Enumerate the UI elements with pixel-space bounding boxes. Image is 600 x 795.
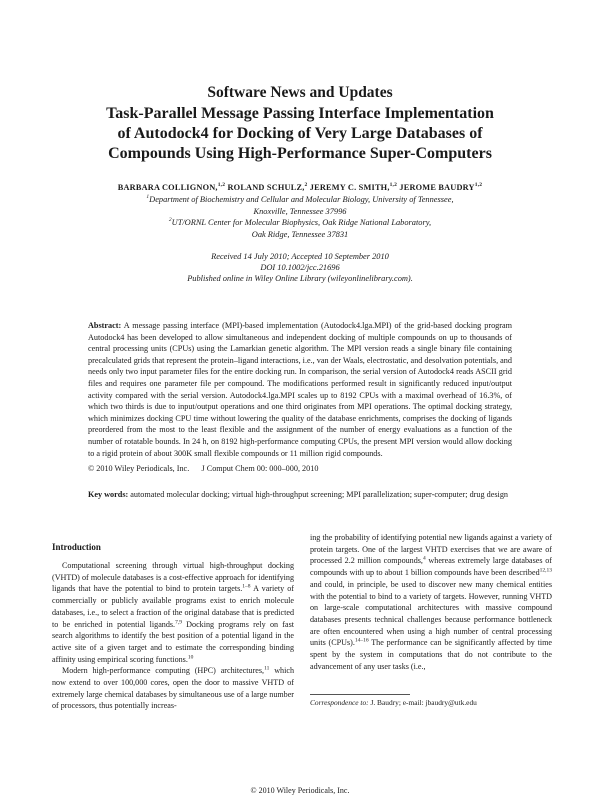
text-run: whereas extremely large databases of compounds with up to about 1 billion compounds have been described bbox=[310, 556, 553, 578]
footnote-divider bbox=[310, 694, 410, 695]
text-run: and could, in principle, be used to discover new many chemical entities with the potential to bind to a variety of targets. However, running VHTD on large-scale computational architectures with massive compound databases presents technical challenges because performance bottleneck are often encountered when using a high number of central processing units (CPUs). bbox=[310, 579, 552, 648]
author-affil-sup: 1,2 bbox=[474, 182, 483, 189]
publication-dates bbox=[110, 251, 490, 285]
article-title bbox=[60, 104, 540, 164]
introduction-heading: Introduction bbox=[52, 542, 101, 552]
section-label: Software News and Updates bbox=[207, 84, 393, 101]
affiliation-line: Knoxville, Tennessee 37996 bbox=[253, 206, 347, 216]
citation-sup: 4 bbox=[422, 555, 426, 562]
author-affil-sup: 2 bbox=[304, 182, 308, 189]
keywords bbox=[88, 489, 512, 501]
text-run: Modern high-performance computing (HPC) architectures, bbox=[62, 666, 265, 676]
citation-sup: 14–16 bbox=[354, 637, 369, 644]
author-list bbox=[60, 183, 540, 192]
text-run: Computational screening through virtual high-throughput docking (VHTD) of molecule databases is a cost-effective approach for identifying ligands that have the potential to bind to protein targets. bbox=[52, 561, 294, 594]
affiliation-line: Oak Ridge, Tennessee 37831 bbox=[251, 229, 349, 239]
affiliation-sup: 2 bbox=[168, 217, 172, 224]
correspondence-footnote bbox=[310, 698, 477, 707]
title-line: of Autodock4 for Docking of Very Large Databases of bbox=[117, 125, 483, 142]
body-column-left bbox=[52, 560, 294, 712]
keywords-label: Key words: bbox=[88, 490, 129, 499]
affiliation-line bbox=[110, 194, 490, 206]
abstract-label: Abstract: bbox=[88, 321, 122, 330]
paragraph bbox=[52, 665, 294, 712]
abstract-text: A message passing interface (MPI)-based implementation (Autodock4.lga.MPI) of the grid-based docking program Autodock4 has been developed to allow simultaneous and independent docking of multiple compounds on up to thousands of central processing units (CPUs) using the Lamarkian genetic algorithm. The MPI version reads a single binary file containing precalculated grids that represent the protein–ligand interactions, i.e., van der Waals, electrostatic, and desolvation potentials, and needs only two input parameter files for the entire docking run. In comparison, the serial version of Autodock4 reads ASCII grid files and requires one parameter file per compound. The modifications performed result in significantly reduced input/output activity compared with the serial version. Autodock4.lga.MPI scales up to 8192 CPUs with a maximal overhead of 16.3%, of which two thirds is due to input/output operations and one third originates from MPI operations. The optimal docking strategy, which minimizes docking CPU time without lowering the quality of the database enrichments, comprises the docking of ligands preordered from the most to the least flexible and the assignment of the number of energy evaluations as a function of the number of rotatable bounds. In 24 h, on 8192 high-performance computing CPUs, the present MPI version would allow docking to a rigid protein of about 300K small flexible compounds or 11 million rigid compounds. bbox=[88, 321, 512, 458]
citation-sup: 10 bbox=[187, 653, 194, 660]
affiliation-line bbox=[110, 217, 490, 229]
text-run: A variety of commercially or publicly available programs exist to enrich molecule databases, i.e., to select a fraction of the original database that is predicted to be enriched in potential ligands. bbox=[52, 584, 294, 629]
title-line: Task-Parallel Message Passing Interface Implementation bbox=[106, 105, 494, 122]
author-name: ROLAND SCHULZ, bbox=[227, 183, 305, 192]
citation-sup: 12,13 bbox=[539, 567, 552, 574]
author-name: BARBARA COLLIGNON, bbox=[117, 183, 218, 192]
footnote-text: J. Baudry; e-mail: jbaudry@utk.edu bbox=[368, 698, 477, 707]
author-name: JEREMY C. SMITH, bbox=[309, 183, 390, 192]
footnote-label: Correspondence to: bbox=[310, 698, 369, 707]
citation-sup: 1–8 bbox=[242, 583, 251, 590]
citation-sup: 11 bbox=[264, 665, 270, 672]
paragraph bbox=[52, 560, 294, 665]
text-run: Docking programs rely on fast search algorithms to identify the best position of a potential ligand in the active site of a given target and to estimate the corresponding binding affinity using empirical scoring functions. bbox=[52, 619, 294, 664]
text-run: ing the probability of identifying potential new ligands against a variety of protein targets. One of the largest VHTD exercises that we are aware of processed 2.2 million compounds, bbox=[310, 533, 552, 566]
author-affil-sup: 1,2 bbox=[217, 182, 226, 189]
paragraph bbox=[310, 532, 552, 672]
affiliations bbox=[110, 194, 490, 240]
doi: DOI 10.1002/jcc.21696 bbox=[260, 263, 340, 273]
title-line: Compounds Using High-Performance Super-Computers bbox=[108, 145, 492, 162]
text-run: which now extend to over 100,000 cores, open the door to massive VHTD of extremely large chemical databases by simultaneous use of a large number of processors, thus potentially increas- bbox=[52, 666, 294, 711]
page-footer-copyright: © 2010 Wiley Periodicals, Inc. bbox=[250, 786, 350, 795]
keywords-text: automated molecular docking; virtual high-throughput screening; MPI parallelization; super-computer; drug design bbox=[130, 490, 509, 499]
author-name: JEROME BAUDRY bbox=[399, 183, 475, 192]
received-accepted: Received 14 July 2010; Accepted 10 September 2010 bbox=[211, 252, 389, 261]
text-run: The performance can be significantly affected by time spent by the system in computations that do not contribute to the advancement of any user tasks (i.e., bbox=[310, 638, 552, 671]
abstract bbox=[88, 320, 512, 459]
affiliation-sup: 1 bbox=[146, 194, 150, 201]
body-column-right bbox=[310, 532, 552, 672]
author-affil-sup: 1,2 bbox=[389, 182, 398, 189]
citation-sup: 7,9 bbox=[175, 618, 182, 625]
abstract-copyright: © 2010 Wiley Periodicals, Inc. J Comput Chem 00: 000–000, 2010 bbox=[88, 464, 319, 473]
affiliation-text: Department of Biochemistry and Cellular and Molecular Biology, University of Tennessee, bbox=[149, 195, 454, 204]
published-online: Published online in Wiley Online Library (wileyonlinelibrary.com). bbox=[187, 274, 413, 284]
affiliation-text: UT/ORNL Center for Molecular Biophysics, Oak Ridge National Laboratory, bbox=[171, 218, 432, 227]
